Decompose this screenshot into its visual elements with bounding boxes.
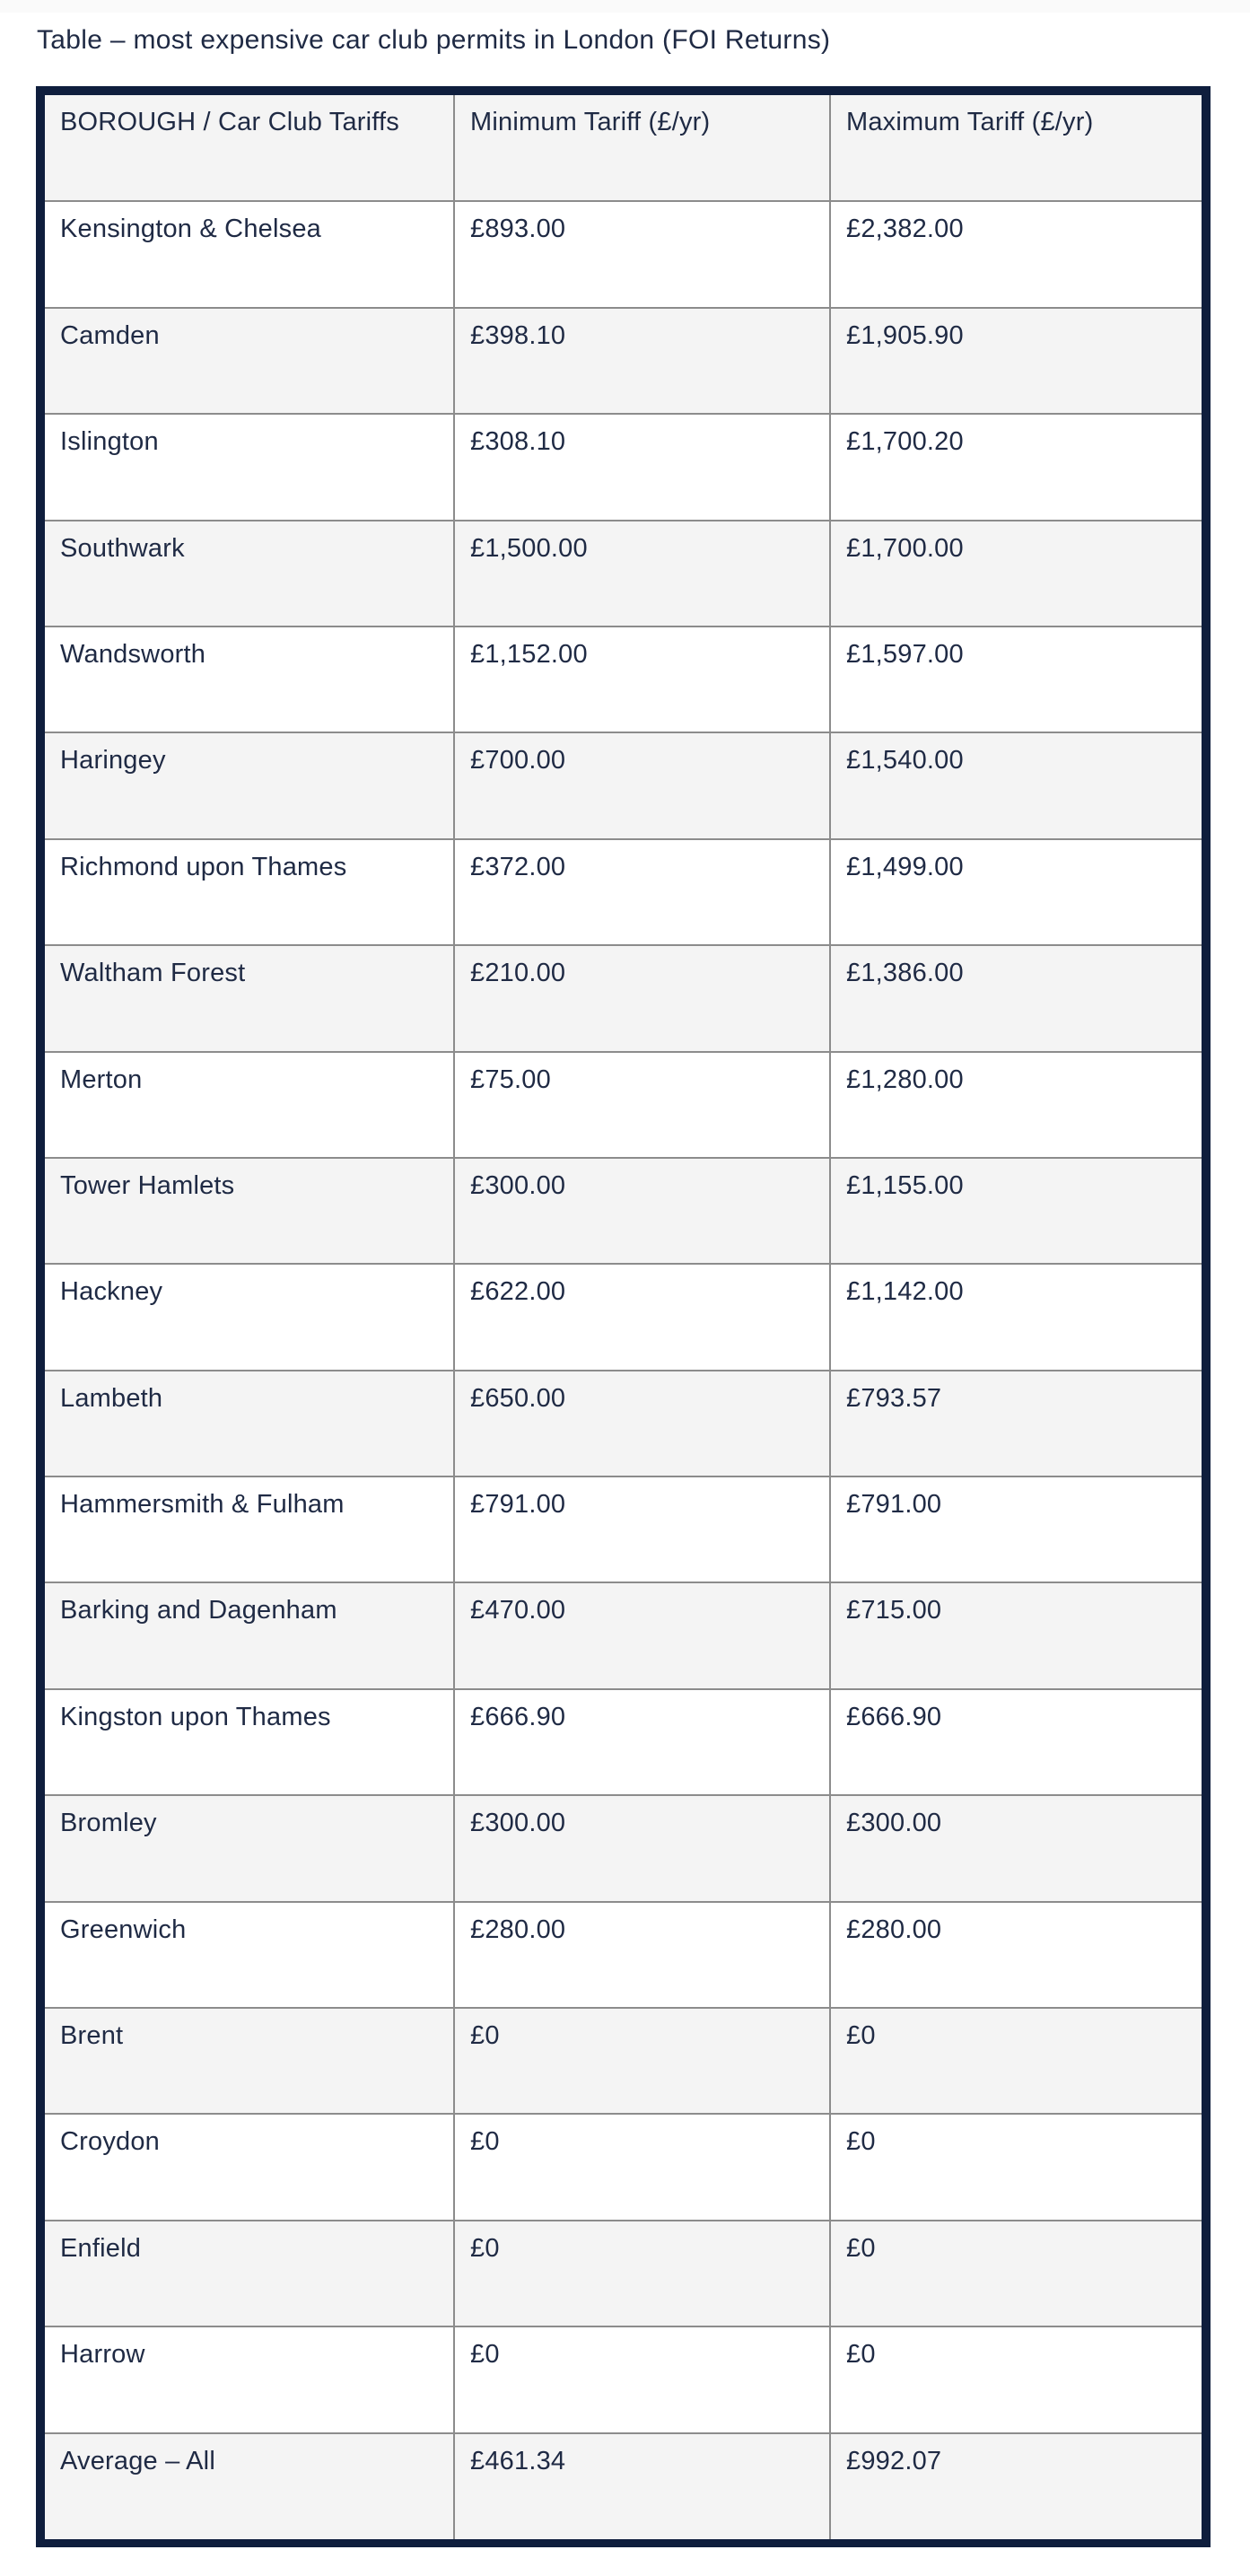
- tariff-table-container: [36, 86, 1211, 2547]
- maximum-tariff-cell: £0: [830, 2008, 1202, 2114]
- table-row: [45, 1158, 1202, 1264]
- maximum-tariff-cell: £280.00: [830, 1902, 1202, 2008]
- borough-cell: Wandsworth: [45, 626, 454, 732]
- table-row: [45, 201, 1202, 307]
- page-top-band: [0, 0, 1250, 13]
- borough-cell: Islington: [45, 414, 454, 520]
- borough-cell: Enfield: [45, 2221, 454, 2326]
- header-borough: BOROUGH / Car Club Tariffs: [45, 95, 454, 201]
- table-row: [45, 2221, 1202, 2326]
- maximum-tariff-cell: £1,280.00: [830, 1052, 1202, 1158]
- borough-cell: Hammersmith & Fulham: [45, 1476, 454, 1582]
- table-row: [45, 1052, 1202, 1158]
- maximum-tariff-cell: £791.00: [830, 1476, 1202, 1582]
- minimum-tariff-cell: £461.34: [454, 2433, 830, 2539]
- maximum-tariff-cell: £0: [830, 2114, 1202, 2220]
- borough-cell: Merton: [45, 1052, 454, 1158]
- table-row: [45, 1582, 1202, 1688]
- minimum-tariff-cell: £280.00: [454, 1902, 830, 2008]
- minimum-tariff-cell: £1,500.00: [454, 521, 830, 626]
- borough-cell: Richmond upon Thames: [45, 839, 454, 945]
- minimum-tariff-cell: £300.00: [454, 1795, 830, 1901]
- minimum-tariff-cell: £308.10: [454, 414, 830, 520]
- header-minimum-tariff: Minimum Tariff (£/yr): [454, 95, 830, 201]
- table-row: [45, 945, 1202, 1051]
- minimum-tariff-cell: £1,152.00: [454, 626, 830, 732]
- minimum-tariff-cell: £650.00: [454, 1371, 830, 1476]
- borough-cell: Croydon: [45, 2114, 454, 2220]
- maximum-tariff-cell: £992.07: [846, 2446, 942, 2475]
- table-row: [45, 2114, 1202, 2220]
- table-row: [45, 521, 1202, 626]
- borough-cell: Barking and Dagenham: [45, 1582, 454, 1688]
- borough-cell: Brent: [45, 2008, 454, 2114]
- minimum-tariff-cell: £470.00: [454, 1582, 830, 1688]
- borough-cell: Camden: [45, 308, 454, 414]
- maximum-tariff-cell: £300.00: [830, 1795, 1202, 1901]
- minimum-tariff-cell: £622.00: [454, 1264, 830, 1370]
- table-row-average: [45, 2433, 1202, 2539]
- minimum-tariff-cell: £210.00: [454, 945, 830, 1051]
- table-header-row: [45, 95, 1202, 201]
- maximum-tariff-cell: £1,700.00: [830, 521, 1202, 626]
- maximum-tariff-cell: £1,905.90: [830, 308, 1202, 414]
- maximum-tariff-cell: £0: [830, 2221, 1202, 2326]
- borough-cell: Kensington & Chelsea: [45, 201, 454, 307]
- borough-cell: Lambeth: [45, 1371, 454, 1476]
- minimum-tariff-cell: £666.90: [454, 1689, 830, 1795]
- table-row: [45, 414, 1202, 520]
- table-row: [45, 1902, 1202, 2008]
- maximum-tariff-cell: £715.00: [830, 1582, 1202, 1688]
- borough-cell: Waltham Forest: [45, 945, 454, 1051]
- minimum-tariff-cell: £300.00: [454, 1158, 830, 1264]
- minimum-tariff-cell: £791.00: [454, 1476, 830, 1582]
- borough-cell: Southwark: [45, 521, 454, 626]
- borough-cell: Harrow: [45, 2326, 454, 2432]
- table-row: [45, 2008, 1202, 2114]
- minimum-tariff-cell: £372.00: [454, 839, 830, 945]
- maximum-tariff-cell: £1,597.00: [830, 626, 1202, 732]
- maximum-tariff-cell: £1,155.00: [830, 1158, 1202, 1264]
- table-body: [45, 201, 1202, 2539]
- table-row: [45, 1476, 1202, 1582]
- minimum-tariff-cell: £700.00: [454, 732, 830, 838]
- maximum-tariff-cell: £2,382.00: [830, 201, 1202, 307]
- maximum-tariff-cell: £793.57: [830, 1371, 1202, 1476]
- minimum-tariff-cell: £75.00: [454, 1052, 830, 1158]
- table-row: [45, 1371, 1202, 1476]
- maximum-tariff-cell: £666.90: [830, 1689, 1202, 1795]
- header-maximum-tariff: Maximum Tariff (£/yr): [830, 95, 1202, 201]
- minimum-tariff-cell: £398.10: [454, 308, 830, 414]
- minimum-tariff-cell: £0: [454, 2114, 830, 2220]
- maximum-tariff-cell: £0: [830, 2326, 1202, 2432]
- minimum-tariff-cell: £0: [454, 2221, 830, 2326]
- table-row: [45, 2326, 1202, 2432]
- table-row: [45, 308, 1202, 414]
- borough-cell: Haringey: [45, 732, 454, 838]
- borough-cell: Hackney: [45, 1264, 454, 1370]
- minimum-tariff-cell: £0: [454, 2326, 830, 2432]
- borough-cell: Kingston upon Thames: [45, 1689, 454, 1795]
- table-row: [45, 1264, 1202, 1370]
- maximum-tariff-cell: £1,386.00: [830, 945, 1202, 1051]
- maximum-tariff-cell: £1,700.20: [830, 414, 1202, 520]
- borough-cell: Greenwich: [45, 1902, 454, 2008]
- table-title: Table – most expensive car club permits in London (FOI Returns): [37, 25, 831, 55]
- maximum-tariff-cell: £1,499.00: [830, 839, 1202, 945]
- minimum-tariff-cell: £0: [454, 2008, 830, 2114]
- borough-cell: Average – All: [45, 2433, 454, 2539]
- table-row: [45, 732, 1202, 838]
- table-row: [45, 1689, 1202, 1795]
- table-row: [45, 626, 1202, 732]
- table-row: [45, 1795, 1202, 1901]
- minimum-tariff-cell: £893.00: [454, 201, 830, 307]
- maximum-tariff-cell: £1,540.00: [830, 732, 1202, 838]
- borough-cell: Tower Hamlets: [45, 1158, 454, 1264]
- tariff-table: [45, 95, 1202, 2539]
- maximum-tariff-cell: £1,142.00: [830, 1264, 1202, 1370]
- borough-cell: Bromley: [45, 1795, 454, 1901]
- table-row: [45, 839, 1202, 945]
